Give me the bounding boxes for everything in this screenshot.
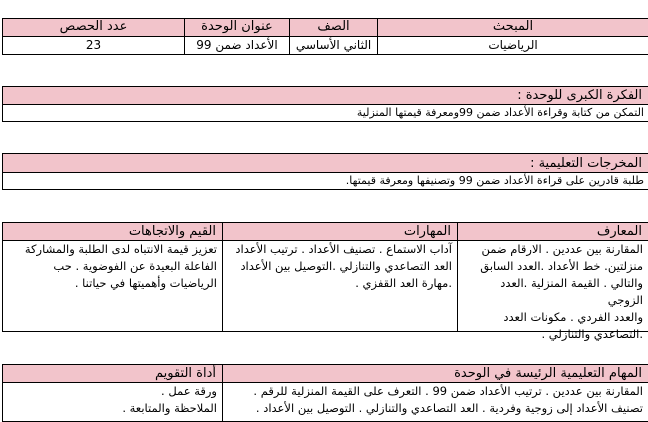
tool-line: الملاحظة والمتابعة .: [122, 401, 217, 415]
header-unit-title: عنوان الوحدة: [184, 18, 290, 37]
value-sessions: 23: [2, 36, 185, 55]
outcomes-text: طلبة قادرين على قراءة الأعداد ضمن 99 وتصنيفها ومعرفة قيمتها.: [2, 172, 648, 190]
knowledge-line: والعدد الفردي . مكونات العدد: [503, 310, 643, 324]
values-line: الفاعلة البعيدة عن الفوضوية . حب: [53, 259, 217, 273]
knowledge-line: والتالي . القيمة المنزلية .العدد الزوجي: [500, 276, 643, 307]
header-sessions: عدد الحصص: [2, 18, 185, 37]
values-line: تعزيز قيمة الانتباه لدى الطلبة والمشاركة: [24, 242, 217, 256]
value-unit-title: الأعداد ضمن 99: [184, 36, 290, 55]
tasks-body: [222, 382, 648, 422]
tasks-header: المهام التعليمية الرئيسة في الوحدة: [222, 364, 648, 383]
outcomes-title: المخرجات التعليمية :: [2, 153, 648, 173]
knowledge-line: المقارنة بين عددين . الارقام ضمن: [481, 242, 643, 256]
skills-body: [222, 240, 458, 332]
values-body: [2, 240, 223, 332]
skills-line: آداب الاستماع . تصنيف الأعداد . ترتيب الأعداد: [235, 242, 452, 256]
big-idea-text: التمكن من كتابة وقراءة الأعداد ضمن 99ومعرفة قيمتها المنزلية: [2, 104, 648, 122]
knowledge-line: .التصاعدي والتنازلي .: [541, 327, 643, 341]
header-grade: الصف: [289, 18, 378, 37]
knowledge-line: منزلتين. خط الأعداد .العدد السابق: [480, 259, 643, 273]
tools-body: [2, 382, 223, 422]
skills-header: المهارات: [222, 222, 458, 241]
skills-line: العد التصاعدي والتنازلي .التوصيل بين الأعداد: [240, 259, 452, 273]
knowledge-body: [457, 240, 648, 341]
value-subject: الرياضيات: [377, 36, 648, 55]
values-header: القيم والاتجاهات: [2, 222, 223, 241]
knowledge-header: المعارف: [457, 222, 648, 241]
values-line: الرياضيات وأهميتها في حياتنا .: [74, 276, 217, 290]
header-subject: المبحث: [377, 18, 648, 37]
value-grade: الثاني الأساسي: [289, 36, 378, 55]
tools-header: أداة التقويم: [2, 364, 223, 383]
tool-line: ورقة عمل .: [161, 384, 217, 398]
skills-line: .مهارة العد القفزي .: [355, 276, 452, 290]
task-line: المقارنة بين عددين . ترتيب الأعداد ضمن 99 . التعرف على القيمة المنزلية للرقم .: [253, 384, 643, 398]
task-line: تصنيف الأعداد إلى زوجية وفردية . العد التصاعدي والتنازلي . التوصيل بين الأعداد .: [255, 401, 643, 415]
big-idea-title: الفكرة الكبرى للوحدة :: [2, 86, 648, 105]
